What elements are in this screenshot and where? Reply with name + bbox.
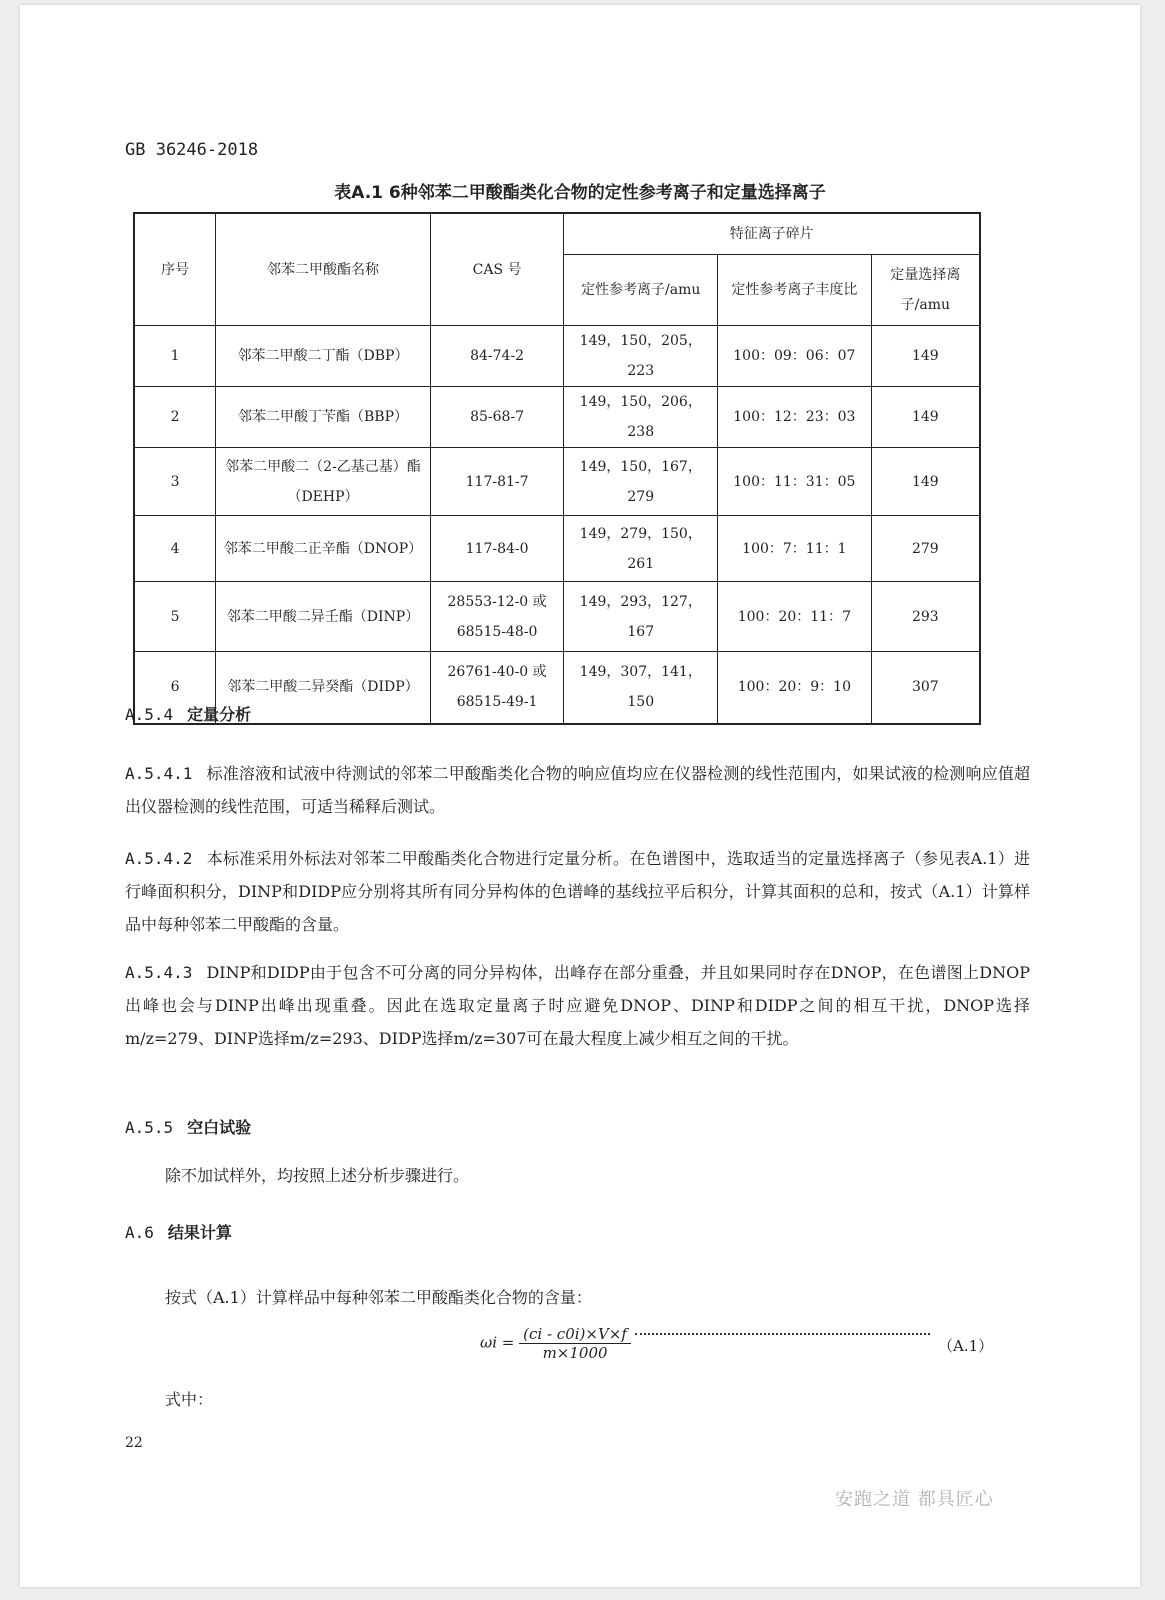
ion-table	[133, 212, 981, 725]
cell-ratio: 100：20：11：7	[718, 582, 872, 652]
header-ref-ions: 定性参考离子/amu	[564, 255, 718, 326]
cell-ref-ions: 149，293，127，167	[564, 582, 718, 652]
cell-index: 1	[134, 326, 216, 387]
cell-ref-ions: 149，279，150，261	[564, 516, 718, 582]
header-group: 特征离子碎片	[564, 213, 980, 255]
cell-index: 4	[134, 516, 216, 582]
formula-lhs: ωi =	[480, 1333, 515, 1352]
cell-name: 邻苯二甲酸二异壬酯（DINP）	[216, 582, 430, 652]
cell-ref-ions: 149，150，205，223	[564, 326, 718, 387]
header-index: 序号	[134, 213, 216, 326]
section-a54-heading	[125, 702, 251, 725]
formula-fraction	[519, 1325, 631, 1362]
paragraph-text: 本标准采用外标法对邻苯二甲酸酯类化合物进行定量分析。在色谱图中，选取适当的定量选择离子（参见表A.1）进行峰面积积分，DINP和DIDP应分别将其所有同分异构体的色谱峰的基线拉平后积分，计算其面积的总和，按式（A.1）计算样品中每种邻苯二甲酸酯的含量。	[125, 849, 1030, 934]
cell-name: 邻苯二甲酸丁苄酯（BBP）	[216, 387, 430, 448]
watermark: 安跑之道 都具匠心	[835, 1489, 994, 1510]
cell-quant: 149	[871, 448, 980, 516]
section-a6-heading	[125, 1220, 232, 1243]
paragraph-a541	[125, 757, 1030, 823]
cell-quant: 307	[871, 652, 980, 724]
table-row	[134, 387, 980, 448]
paragraph-number: A.5.4.3	[125, 963, 193, 982]
cell-name: 邻苯二甲酸二（2-乙基己基）酯（DEHP）	[216, 448, 430, 516]
paragraph-a543	[125, 956, 1030, 1055]
table-row	[134, 652, 980, 724]
section-number: A.5.4	[125, 705, 174, 724]
table-header-row	[134, 213, 980, 255]
cell-ref-ions: 149，150，167，279	[564, 448, 718, 516]
formula-a1	[480, 1325, 631, 1362]
cell-index: 5	[134, 582, 216, 652]
cell-cas: 117-84-0	[430, 516, 564, 582]
formula-number: （A.1）	[938, 1337, 994, 1355]
cell-ref-ions: 149，307，141，150	[564, 652, 718, 724]
table-row	[134, 582, 980, 652]
table-row	[134, 448, 980, 516]
cell-name: 邻苯二甲酸二正辛酯（DNOP）	[216, 516, 430, 582]
cell-index: 2	[134, 387, 216, 448]
section-a55-heading	[125, 1115, 251, 1138]
section-title: 结果计算	[167, 1223, 232, 1242]
cell-ratio: 100：20：9：10	[718, 652, 872, 724]
table-row	[134, 516, 980, 582]
table-row	[134, 326, 980, 387]
header-cas: CAS 号	[430, 213, 564, 326]
document-code: GB 36246-2018	[125, 140, 259, 160]
header-ratio: 定性参考离子丰度比	[718, 255, 872, 326]
cell-quant: 293	[871, 582, 980, 652]
cell-ratio: 100：11：31：05	[718, 448, 872, 516]
cell-quant: 279	[871, 516, 980, 582]
document-page	[20, 5, 1140, 1587]
cell-cas: 84-74-2	[430, 326, 564, 387]
cell-index: 6	[134, 652, 216, 724]
cell-ref-ions: 149，150，206，238	[564, 387, 718, 448]
section-a6-intro: 按式（A.1）计算样品中每种邻苯二甲酸酯类化合物的含量：	[165, 1288, 592, 1307]
cell-quant: 149	[871, 387, 980, 448]
cell-cas: 117-81-7	[430, 448, 564, 516]
cell-cas: 85-68-7	[430, 387, 564, 448]
cell-ratio: 100：12：23：03	[718, 387, 872, 448]
paragraph-a542	[125, 842, 1030, 941]
section-number: A.5.5	[125, 1118, 174, 1137]
page-number: 22	[125, 1435, 143, 1451]
table-title: 表A.1 6种邻苯二甲酸酯类化合物的定性参考离子和定量选择离子	[334, 183, 826, 203]
section-a55-text: 除不加试样外，均按照上述分析步骤进行。	[165, 1166, 470, 1185]
cell-cas: 26761-40-0 或 68515-49-1	[430, 652, 564, 724]
formula-denominator: m×1000	[542, 1344, 608, 1362]
cell-cas: 28553-12-0 或 68515-48-0	[430, 582, 564, 652]
paragraph-text: 标准溶液和试液中待测试的邻苯二甲酸酯类化合物的响应值均应在仪器检测的线性范围内，如果试液的检测响应值超出仪器检测的线性范围，可适当稀释后测试。	[125, 764, 1030, 816]
section-title: 定量分析	[187, 705, 252, 724]
cell-name: 邻苯二甲酸二丁酯（DBP）	[216, 326, 430, 387]
section-a6-where: 式中：	[165, 1390, 214, 1409]
cell-quant: 149	[871, 326, 980, 387]
cell-ratio: 100：7：11：1	[718, 516, 872, 582]
section-number: A.6	[125, 1223, 154, 1242]
section-title: 空白试验	[187, 1118, 252, 1137]
header-name: 邻苯二甲酸酯名称	[216, 213, 430, 326]
formula-leader-dots	[635, 1333, 930, 1335]
formula-numerator: (ci - c0i)×V×f	[519, 1325, 631, 1344]
paragraph-text: DINP和DIDP由于包含不可分离的同分异构体，出峰存在部分重叠，并且如果同时存在DNOP，在色谱图上DNOP出峰也会与DINP出峰出现重叠。因此在选取定量离子时应避免DNOP、DINP和DIDP之间的相互干扰，DNOP选择m/z=279、DINP选择m/z=293、DIDP选择m/z=307可在最大程度上减少相互之间的干扰。	[125, 963, 1030, 1048]
cell-index: 3	[134, 448, 216, 516]
paragraph-number: A.5.4.1	[125, 764, 193, 783]
cell-name: 邻苯二甲酸二异癸酯（DIDP）	[216, 652, 430, 724]
cell-ratio: 100：09：06：07	[718, 326, 872, 387]
paragraph-number: A.5.4.2	[125, 849, 193, 868]
header-quant: 定量选择离子/amu	[871, 255, 980, 326]
